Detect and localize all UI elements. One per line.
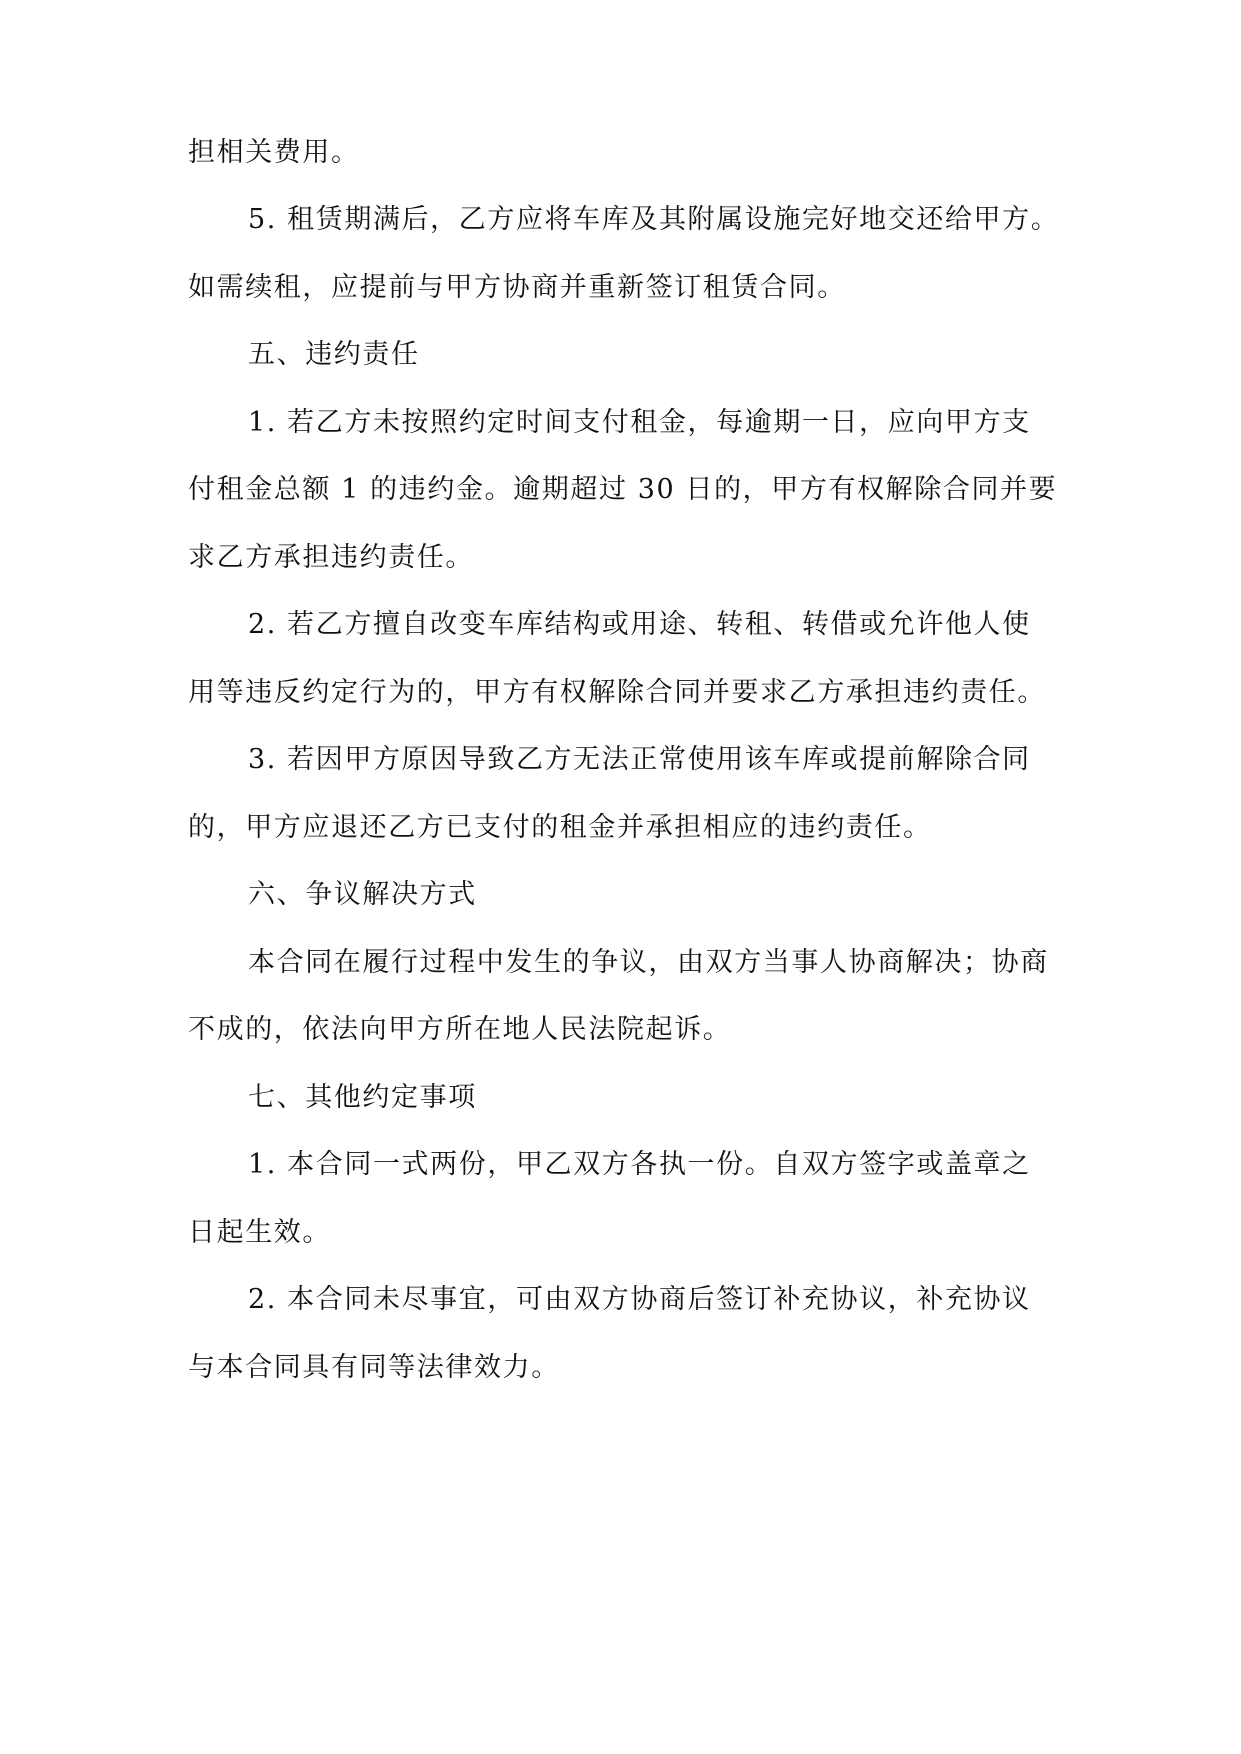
text-line: 1. 本合同一式两份，甲乙双方各执一份。自双方签字或盖章之 [248, 1149, 1031, 1180]
text-line: 如需续租，应提前与甲方协商并重新签订租赁合同。 [188, 272, 846, 303]
text-line: 与本合同具有同等法律效力。 [188, 1352, 560, 1383]
section-heading: 五、违约责任 [248, 339, 420, 370]
text-line: 3. 若因甲方原因导致乙方无法正常使用该车库或提前解除合同 [248, 744, 1031, 775]
section-heading: 七、其他约定事项 [248, 1082, 477, 1113]
text-line: 担相关费用。 [188, 137, 360, 168]
text-line: 2. 若乙方擅自改变车库结构或用途、转租、转借或允许他人使 [248, 609, 1031, 640]
text-line: 5. 租赁期满后，乙方应将车库及其附属设施完好地交还给甲方。 [248, 204, 1060, 235]
text-line: 不成的，依法向甲方所在地人民法院起诉。 [188, 1014, 732, 1045]
text-line: 求乙方承担违约责任。 [188, 542, 474, 573]
text-line: 的，甲方应退还乙方已支付的租金并承担相应的违约责任。 [188, 812, 932, 843]
section-heading: 六、争议解决方式 [248, 879, 477, 910]
text-line: 2. 本合同未尽事宜，可由双方协商后签订补充协议，补充协议 [248, 1284, 1031, 1315]
text-line: 1. 若乙方未按照约定时间支付租金，每逾期一日，应向甲方支 [248, 407, 1031, 438]
text-line: 本合同在履行过程中发生的争议，由双方当事人协商解决；协商 [248, 947, 1049, 978]
text-line: 付租金总额 1 的违约金。逾期超过 30 日的，甲方有权解除合同并要 [188, 474, 1058, 505]
text-line: 用等违反约定行为的，甲方有权解除合同并要求乙方承担违约责任。 [188, 677, 1046, 708]
text-line: 日起生效。 [188, 1217, 331, 1248]
